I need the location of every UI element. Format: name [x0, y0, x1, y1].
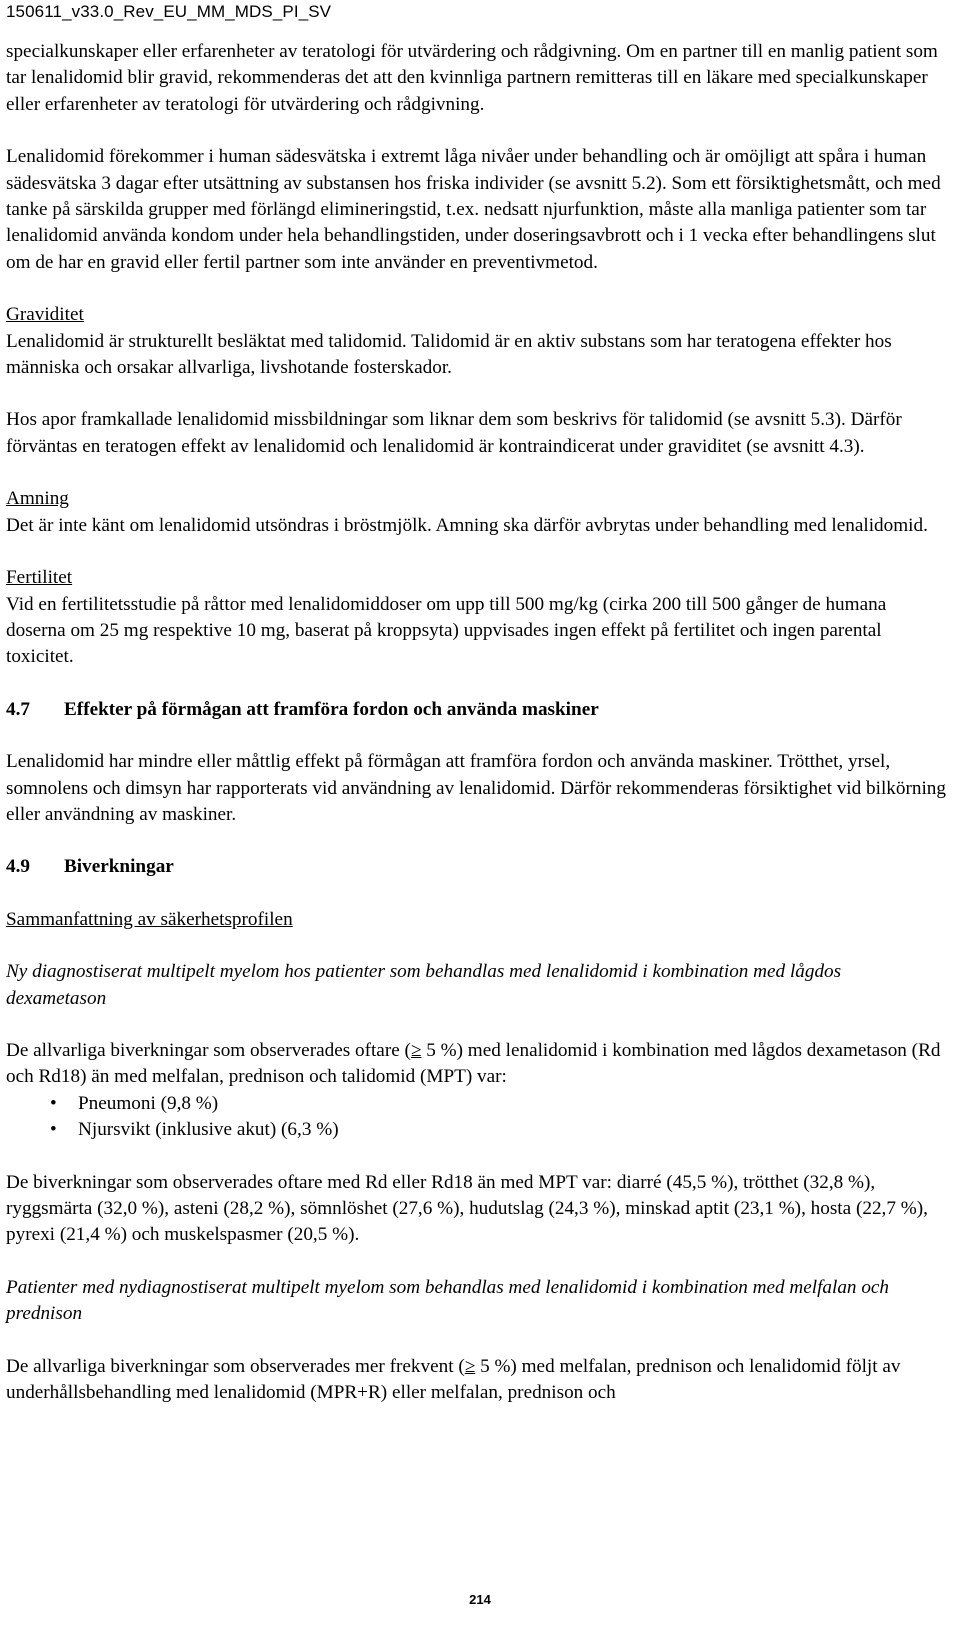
page-number: 214 — [469, 1592, 491, 1607]
serious-ar-mpr-prefix: De allvarliga biverkningar som observerades mer frekvent ( — [6, 1355, 465, 1377]
graviditet-text: Lenalidomid är strukturellt besläktat med talidomid. Talidomid är en aktiv substans som har teratogena effekter hos människa och orsakar allvarliga, livshotande fosterskador. — [6, 330, 892, 379]
list-item — [6, 1091, 946, 1117]
serious-ar-mpr-paragraph — [6, 1354, 946, 1407]
serious-ar-rd-prefix: De allvarliga biverkningar som observerades oftare ( — [6, 1039, 411, 1061]
fertilitet-text: Vid en fertilitetsstudie på råttor med lenalidomiddoser om upp till 500 mg/kg (cirka 200 till 500 gånger de humana doserna om 25 mg respektive 10 mg, baserat på kroppsyta) uppvisades ingen effekt på fertilitet och ingen parental toxicitet. — [6, 593, 887, 668]
document-id-header: 150611_v33.0_Rev_EU_MM_MDS_PI_SV — [6, 2, 332, 21]
paragraph-teratology-referral: specialkunskaper eller erfarenheter av teratologi för utvärdering och rådgivning. Om en partner till en manlig patient som tar lenalidomid blir gravid, rekommenderas det att den kvinnliga partnern remitteras till en läkare med specialkunskaper eller erfarenheter av teratologi för utvärdering och rådgivning. — [6, 41, 938, 115]
graviditet-heading: Graviditet — [6, 304, 84, 326]
greater-equal-symbol: ≥ — [410, 1039, 422, 1061]
amning-heading: Amning — [6, 488, 69, 510]
document-body — [6, 39, 946, 1432]
amning-text: Det är inte känt om lenalidomid utsöndras i bröstmjölk. Amning ska därför avbrytas under behandling med lenalidomid. — [6, 514, 928, 536]
serious-ar-mpr-suffix: 5 %) med melfalan, prednison och lenalidomid följt av underhållsbehandling med lenalidomid (MPR+R) eller melfalan, prednison och — [6, 1355, 901, 1404]
bullet-icon: • — [50, 1119, 57, 1141]
common-ar-paragraph: De biverkningar som observerades oftare med Rd eller Rd18 än med MPT var: diarré (45,5 %), trötthet (32,8 %), ryggsmärta (32,0 %), asteni (28,2 %), sömnlöshet (27,6 %), hudutslag (24,3 %), minskad aptit (23,1 %), hosta (22,7 %), pyrexi (21,4 %) och muskelspasmer (20,5 %). — [6, 1171, 928, 1246]
fertilitet-heading: Fertilitet — [6, 567, 73, 589]
section-4-9-title: Biverkningar — [64, 856, 174, 878]
amning-block — [6, 486, 946, 539]
italic-subheading-mpr: Patienter med nydiagnostiserat multipelt myelom som behandlas med lenalidomid i kombination med melfalan och prednison — [6, 1276, 890, 1325]
safety-summary-heading-text: Sammanfattning av säkerhetsprofilen — [6, 908, 293, 930]
section-4-7-text: Lenalidomid har mindre eller måttlig effekt på förmågan att framföra fordon och använda maskiner. Trötthet, yrsel, somnolens och dimsyn har rapporterats vid användning av lenalidomid. Därför rekommenderas försiktighet vid bilkörning eller användning av maskiner. — [6, 751, 946, 825]
section-4-7-number: 4.7 — [6, 698, 30, 720]
section-4-7-heading — [6, 697, 946, 723]
italic-subheading-rd: Ny diagnostiserat multipelt myelom hos patienter som behandlas med lenalidomid i kombination med lågdos dexametason — [6, 961, 842, 1009]
serious-ar-rd-paragraph — [6, 1038, 946, 1091]
bullet-icon: • — [50, 1092, 57, 1114]
list-item-text: Njursvikt (inklusive akut) (6,3 %) — [78, 1119, 339, 1141]
safety-summary-heading — [6, 907, 946, 933]
paragraph-semen: Lenalidomid förekommer i human sädesvätska i extremt låga nivåer under behandling och är omöjligt att spåra i human sädesvätska 3 dagar efter utsättning av substansen hos friska individer (se avsnitt 5.2). Som ett försiktighetsmått, och med tanke på särskilda grupper med förlängd elimineringstid, t.ex. nedsatt njurfunktion, måste alla manliga patienter som tar lenalidomid använda kondom under hela behandlingstiden, under doseringsavbrott och i 1 vecka efter behandlingens slut om de har en gravid eller fertil partner som inte använder en preventivmetod. — [6, 146, 941, 273]
graviditet-block — [6, 302, 946, 381]
greater-equal-symbol: ≥ — [464, 1355, 476, 1377]
section-4-7-title: Effekter på förmågan att framföra fordon och använda maskiner — [64, 698, 599, 720]
serious-ar-list — [6, 1091, 946, 1144]
list-item — [6, 1117, 946, 1143]
list-item-text: Pneumoni (9,8 %) — [78, 1092, 219, 1114]
serious-ar-rd-suffix: 5 %) med lenalidomid i kombination med lågdos dexametason (Rd och Rd18) än med melfalan, prednison och talidomid (MPT) var: — [6, 1039, 941, 1088]
paragraph-apes: Hos apor framkallade lenalidomid missbildningar som liknar dem som beskrivs för talidomid (se avsnitt 5.3). Därför förväntas en teratogen effekt av lenalidomid och lenalidomid är kontraindicerat under graviditet (se avsnitt 4.3). — [6, 409, 902, 457]
section-4-9-number: 4.9 — [6, 856, 30, 878]
section-4-9-heading — [6, 854, 946, 880]
fertilitet-block — [6, 565, 946, 671]
